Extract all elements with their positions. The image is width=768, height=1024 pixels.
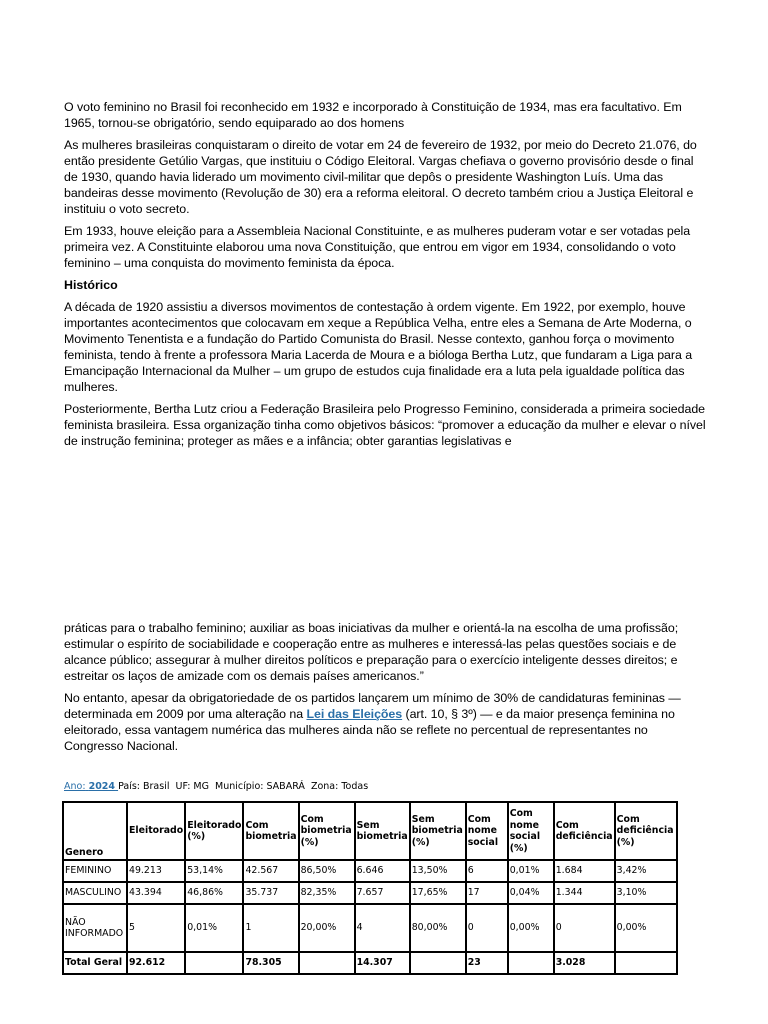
table-cell xyxy=(410,952,466,974)
lei-das-eleicoes-link[interactable]: Lei das Eleições xyxy=(306,707,403,721)
header-com-nome-social: Com nome social xyxy=(466,802,508,860)
header-com-deficiencia: Com deficiência xyxy=(554,802,615,860)
table-cell: Total Geral xyxy=(63,952,127,974)
table-cell: 3,42% xyxy=(615,860,677,882)
year-filter-link[interactable] xyxy=(64,781,118,792)
table-cell: 1.684 xyxy=(554,860,615,882)
article-top xyxy=(64,99,706,455)
filter-bar xyxy=(64,781,368,793)
header-com-nome-social-pct: Com nome social (%) xyxy=(508,802,554,860)
header-sem-biometria: Sem biometria xyxy=(355,802,410,860)
table-cell: 13,50% xyxy=(410,860,466,882)
table-cell: 0,04% xyxy=(508,882,554,904)
table-cell: 0 xyxy=(554,904,615,952)
table-row-feminino xyxy=(63,860,677,882)
representation-text-start: No entanto, apesar da obrigatoriedade de os partidos lançarem um mínimo de 30% de candidaturas femininas — determinada em 2009 por uma alteração na xyxy=(64,691,681,721)
continued-paragraph: práticas para o trabalho feminino; auxiliar as boas iniciativas da mulher e orientá-la na escolha de uma profissão; estimular o espírito de sociabilidade e cooperação entre as mulheres e interessá-las pelas questões sociais e de alcance público; assegurar à mulher direitos políticos e preparação para o exercício inteligente desses direitos; e estreitar os laços de amizade com os demais países americanos.” xyxy=(64,621,679,683)
table-cell: 53,14% xyxy=(185,860,243,882)
table-cell xyxy=(185,952,243,974)
municipality-filter: Município: SABARÁ xyxy=(215,781,305,792)
table-cell: 49.213 xyxy=(127,860,185,882)
zone-filter: Zona: Todas xyxy=(310,781,369,792)
table-cell: 92.612 xyxy=(127,952,185,974)
table-cell: 43.394 xyxy=(127,882,185,904)
table-cell: 42.567 xyxy=(243,860,298,882)
table-cell: 6.646 xyxy=(355,860,410,882)
table-cell: 3,10% xyxy=(615,882,677,904)
section-heading-historico: Histórico xyxy=(64,278,118,292)
electorate-table xyxy=(62,801,678,975)
table-cell: 23 xyxy=(466,952,508,974)
history-paragraph: A década de 1920 assistiu a diversos movimentos de contestação à ordem vigente. Em 1922, por exemplo, houve importantes acontecimentos que colocavam em xeque a República Velha, entre eles a Semana de Arte Moderna, o Movimento Tenentista e a fundação do Partido Comunista do Brasil. Nesse contexto, ganhou força o movimento feminista, tendo à frente a professora Maria Lacerda de Moura e a bióloga Bertha Lutz, que fundaram a Liga para a Emancipação Internacional da Mulher – um grupo de estudos cuja finalidade era a luta pela igualdade política das mulheres. xyxy=(64,300,693,394)
table-cell: 0 xyxy=(466,904,508,952)
table-cell xyxy=(615,952,677,974)
table-row-nao-informado xyxy=(63,904,677,952)
year-value: 2024 xyxy=(88,781,116,792)
table-cell: FEMININO xyxy=(63,860,127,882)
table-cell: 3.028 xyxy=(554,952,615,974)
representation-text-end: (art. 10, § 3º) — e da maior presença feminina no eleitorado, essa vantagem numérica das mulheres ainda não se reflete no percentual de representantes no Congresso Nacional. xyxy=(64,707,675,753)
table-cell: 17 xyxy=(466,882,508,904)
state-filter: UF: MG xyxy=(175,781,209,792)
table-cell: 35.737 xyxy=(243,882,298,904)
table-cell: 6 xyxy=(466,860,508,882)
table-cell: 46,86% xyxy=(185,882,243,904)
table-cell: 0,00% xyxy=(615,904,677,952)
decree-paragraph: As mulheres brasileiras conquistaram o direito de votar em 24 de fevereiro de 1932, por meio do Decreto 21.076, do então presidente Getúlio Vargas, que instituiu o Código Eleitoral. Vargas chefiava o governo provisório desde o final de 1930, quando havia liderado um movimento civil-militar que depôs o presidente Washington Luís. Uma das bandeiras desse movimento (Revolução de 30) era a reforma eleitoral. O decreto também criou a Justiça Eleitoral e instituiu o voto secreto. xyxy=(64,138,697,216)
table-cell: 20,00% xyxy=(299,904,355,952)
constituent-paragraph: Em 1933, houve eleição para a Assembleia Nacional Constituinte, e as mulheres puderam votar e ser votadas pela primeira vez. A Constituinte elaborou uma nova Constituição, que entrou em vigor em 1934, consolidando o voto feminino – uma conquista do movimento feminista da época. xyxy=(64,224,691,270)
table-cell: 0,00% xyxy=(508,904,554,952)
year-label: Ano: xyxy=(64,781,86,792)
header-eleitorado: Eleitorado xyxy=(127,802,185,860)
country-filter: País: Brasil xyxy=(118,781,170,792)
table-cell: 17,65% xyxy=(410,882,466,904)
header-com-biometria: Com biometria xyxy=(243,802,298,860)
table-cell: 4 xyxy=(355,904,410,952)
article-bottom xyxy=(64,620,706,760)
header-sem-biometria-pct: Sem biometria (%) xyxy=(410,802,466,860)
table-cell: 80,00% xyxy=(410,904,466,952)
header-genero: Genero xyxy=(63,802,127,860)
table-cell xyxy=(508,952,554,974)
federation-paragraph: Posteriormente, Bertha Lutz criou a Federação Brasileira pelo Progresso Feminino, considerada a primeira sociedade feminista brasileira. Essa organização tinha como objetivos básicos: “promover a educação da mulher e elevar o nível de instrução feminina; proteger as mães e a infância; obter garantias legislativas e xyxy=(64,402,706,448)
table-cell: 5 xyxy=(127,904,185,952)
table-cell: 7.657 xyxy=(355,882,410,904)
table-row-masculino xyxy=(63,882,677,904)
table-cell: 86,50% xyxy=(299,860,355,882)
table-cell: 0,01% xyxy=(508,860,554,882)
header-com-biometria-pct: Com biometria (%) xyxy=(299,802,355,860)
table-cell: 0,01% xyxy=(185,904,243,952)
table-cell: 82,35% xyxy=(299,882,355,904)
table-header-row xyxy=(63,802,677,860)
table-cell: 1.344 xyxy=(554,882,615,904)
table-row-total xyxy=(63,952,677,974)
table-cell: NÃO INFORMADO xyxy=(63,904,127,952)
table-cell xyxy=(299,952,355,974)
table-cell: 14.307 xyxy=(355,952,410,974)
table-cell: MASCULINO xyxy=(63,882,127,904)
header-eleitorado-pct: Eleitorado (%) xyxy=(185,802,243,860)
table-cell: 78.305 xyxy=(243,952,298,974)
intro-paragraph: O voto feminino no Brasil foi reconhecido em 1932 e incorporado à Constituição de 1934, mas era facultativo. Em 1965, tornou-se obrigatório, sendo equiparado ao dos homens xyxy=(64,100,682,130)
table-cell: 1 xyxy=(243,904,298,952)
representation-paragraph xyxy=(64,690,706,754)
header-com-deficiencia-pct: Com deficiência (%) xyxy=(615,802,677,860)
